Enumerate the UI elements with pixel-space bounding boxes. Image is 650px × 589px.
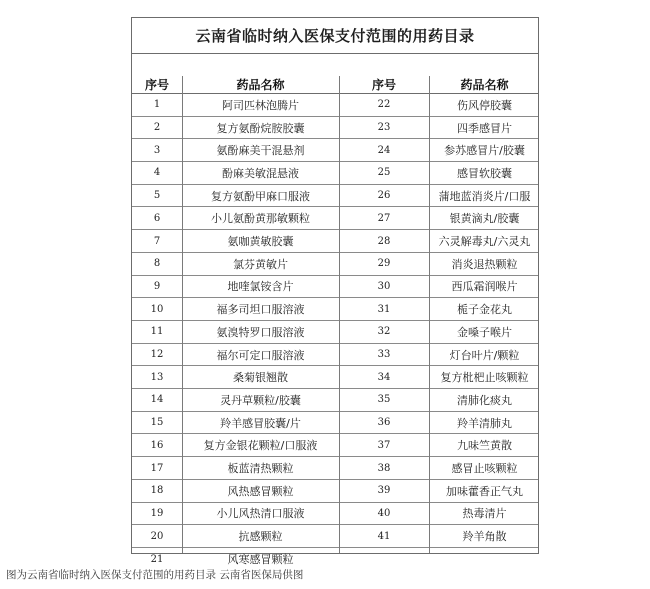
drug-name-right: 参苏感冒片/胶囊 [444,144,525,158]
row-num-right: 30 [377,280,391,292]
table-row [132,457,538,480]
table-row [132,94,538,117]
row-num-right: 32 [377,326,391,338]
row-num-left: 16 [150,439,164,451]
drug-name-right: 热毒清片 [462,507,507,521]
row-num-left: 2 [153,122,161,134]
row-num-right: 37 [377,439,391,451]
row-num-right: 41 [377,530,391,542]
drug-name-left: 福多司坦口服溶液 [216,303,305,317]
row-num-left: 20 [150,530,164,542]
row-num-right: 36 [377,417,391,429]
table-row [132,412,538,435]
drug-name-left: 氨溴特罗口服溶液 [216,325,305,339]
table-header [132,76,538,94]
table-row [132,298,538,321]
row-num-right: 22 [377,99,391,111]
row-num-right: 35 [377,394,391,406]
row-num-right: 26 [377,190,391,202]
table-row [132,344,538,367]
row-num-left: 18 [150,485,164,497]
table-row [132,503,538,526]
column-divider [182,76,183,553]
drug-name-right: 栀子金花丸 [457,303,512,317]
header-num-right: 序号 [371,78,396,92]
drug-name-left: 复方氨酚甲麻口服液 [211,189,310,203]
document-title: 云南省临时纳入医保支付范围的用药目录 [132,18,538,54]
row-num-right [339,548,429,571]
drug-name-right: 六灵解毒丸/六灵丸 [438,235,531,249]
table-row [132,480,538,503]
header-name-right: 药品名称 [460,78,509,92]
drug-name-right: 灯台叶片/颗粒 [449,348,520,362]
drug-name-left: 小儿氨酚黄那敏颗粒 [211,212,310,226]
row-num-left: 12 [150,349,164,361]
table-row [132,321,538,344]
drug-name-right: 消炎退热颗粒 [451,257,518,271]
row-num-right: 33 [377,349,391,361]
drug-name-left: 地喹氯铵含片 [227,280,294,294]
row-num-left: 1 [153,99,161,111]
table-row [132,389,538,412]
drug-name-left: 阿司匹林泡腾片 [222,98,299,112]
drug-name-right: 清肺化痰丸 [457,393,512,407]
table-row [132,162,538,185]
drug-name-right: 感冒软胶囊 [457,166,512,180]
header-num-left: 序号 [144,78,169,92]
row-num-left: 9 [153,280,161,292]
column-divider [429,76,430,553]
drug-name-left: 氨酚麻美干混悬剂 [216,144,305,158]
table-row [132,435,538,458]
table-row [132,185,538,208]
drug-name-right: 羚羊清肺丸 [457,416,512,430]
row-num-right: 23 [377,122,391,134]
row-num-left: 17 [150,462,164,474]
row-num-left: 3 [153,144,161,156]
row-num-left: 6 [153,212,161,224]
drug-name-left: 小儿风热清口服液 [216,507,305,521]
drug-name-right: 感冒止咳颗粒 [451,462,518,476]
drug-name-left: 酚麻美敏混悬液 [222,166,299,180]
row-num-right: 39 [377,485,391,497]
row-num-right: 25 [377,167,391,179]
row-num-right: 38 [377,462,391,474]
drug-name-right: 蒲地蓝消炎片/口服 [438,189,531,203]
row-num-left: 7 [153,235,161,247]
column-divider [339,76,340,553]
drug-name-right [429,548,540,571]
drug-name-right: 加味藿香正气丸 [446,484,523,498]
drug-name-left: 风热感冒颗粒 [227,484,294,498]
table-row [132,208,538,231]
table-row [132,366,538,389]
drug-name-left: 复方金银花颗粒/口服液 [203,439,318,453]
header-name-left: 药品名称 [236,78,285,92]
drug-name-right: 银黄滴丸/胶囊 [449,212,520,226]
row-num-right: 31 [377,303,391,315]
row-num-right: 27 [377,212,391,224]
row-num-right: 40 [377,507,391,519]
drug-name-right: 四季感冒片 [457,121,512,135]
image-caption: 图为云南省临时纳入医保支付范围的用药目录 云南省医保局供图 [6,569,304,581]
row-num-left: 4 [153,167,161,179]
row-num-left: 21 [150,553,164,565]
drug-name-left: 复方氨酚烷胺胶囊 [216,121,305,135]
document-sheet [131,17,539,567]
drug-name-right: 西瓜霜润喉片 [451,280,518,294]
drug-name-left: 桑菊银翘散 [233,371,288,385]
table-row [132,253,538,276]
row-num-right: 24 [377,144,391,156]
row-num-left: 15 [150,417,164,429]
drug-name-left: 抗感颗粒 [238,530,283,544]
drug-name-left: 氯芬黄敏片 [233,257,288,271]
row-num-right: 28 [377,235,391,247]
drug-name-left: 板蓝清热颗粒 [227,462,294,476]
table-row [132,525,538,548]
drug-name-right: 羚羊角散 [462,530,507,544]
drug-name-right: 复方枇杷止咳颗粒 [440,371,529,385]
drug-name-left: 氨咖黄敏胶囊 [227,235,294,249]
drug-name-left: 羚羊感冒胶囊/片 [220,416,301,430]
drug-name-left: 灵丹草颗粒/胶囊 [220,393,301,407]
drug-name-left: 福尔可定口服溶液 [216,348,305,362]
table-row [132,276,538,299]
row-num-left: 14 [150,394,164,406]
drug-name-right: 伤风停胶囊 [457,98,512,112]
drug-name-right: 金嗓子喉片 [457,325,512,339]
row-num-left: 8 [153,258,161,270]
row-num-left: 5 [153,190,161,202]
table-row [132,117,538,140]
row-num-left: 19 [150,507,164,519]
row-num-right: 29 [377,258,391,270]
row-num-left: 13 [150,371,164,383]
table-row [132,230,538,253]
row-num-left: 10 [150,303,164,315]
drug-name-right: 九味竺黄散 [457,439,512,453]
row-num-right: 34 [377,371,391,383]
row-num-left: 11 [150,326,164,338]
drug-name-left: 风寒感冒颗粒 [227,553,294,567]
table-row [132,139,538,162]
